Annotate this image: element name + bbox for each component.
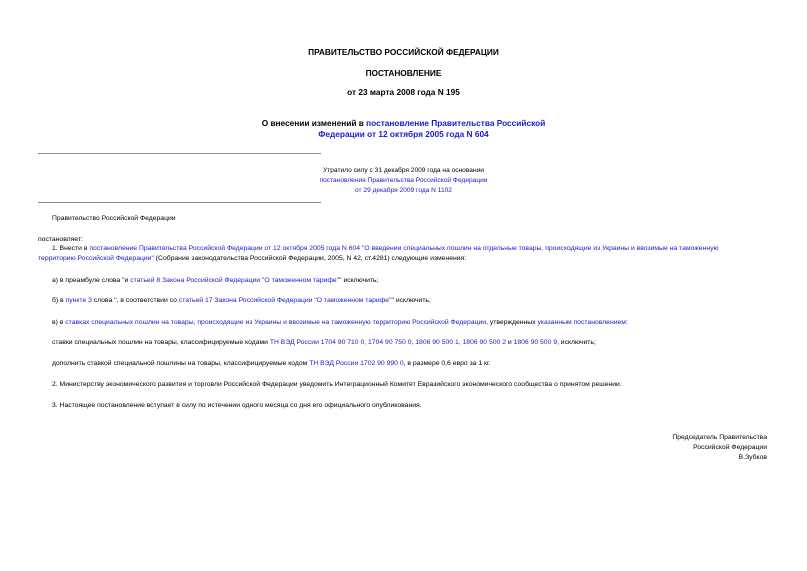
government-heading: ПРАВИТЕЛЬСТВО РОССИЙСКОЙ ФЕДЕРАЦИИ [308,47,499,57]
item-b-text: б) в [52,297,66,304]
item-c [52,318,628,329]
divider-top [38,153,321,154]
item-a-end: " исключить; [339,277,379,284]
item-c-add [52,359,491,370]
doc-type-heading: ПОСТАНОВЛЕНИЕ [365,68,442,78]
item-a-text: а) в преамбуле слова "и [52,277,131,284]
paragraph-2: 2. Министерству экономического развития и торговли Российской Федерации уведомить Интеграционный Комитет Евразийского экономического сообщества о принятом решении. [52,381,622,388]
signature-block [672,433,767,463]
doc-date-number: от 23 марта 2008 года N 195 [347,87,460,97]
status-line: Утратило силу с 31 декабря 2009 года на основании [323,167,484,174]
rates-codes-link[interactable]: ТН ВЭД России 1704 90 710 0, 1704 90 750 0, 1806 90 500 1, 1806 90 500 2 [269,339,506,346]
item-b-mid: слова ", в соответствии со [91,297,179,304]
divider-bottom [38,202,321,203]
add-end: , в размере 0,6 евро за 1 кг. [403,360,491,367]
signature-title: Председатель Правительства [672,434,767,441]
government-rf: Правительство Российской Федерации [52,215,176,222]
item-c-link-rates[interactable]: ставках специальных пошлин на товары, происходящие из Украины и ввозимые на таможенную территорию Российской Федерации [65,319,487,326]
item-c-text: в) в [52,319,66,326]
item-b-end: " исключить; [391,297,431,304]
title-prefix: О внесении изменений в [261,118,367,128]
paragraph-3: 3. Настоящее постановление вступает в силу по истечении одного месяца со дня его официального опубликования. [52,402,422,409]
status-link-decree[interactable]: постановления Правительства Российской Федерации [319,177,488,184]
item-c-link-decree[interactable]: указанным постановлением [537,319,626,326]
p1-decree-link[interactable]: постановление Правительства Российской Федерации от 12 октября 2005 года N 604 "О введении специальных пошлин на отдельные товары, происходящие из Украины и ввозимые на таможенную [89,245,719,252]
rates-end: , исключить; [557,339,596,346]
doc-title [0,118,807,140]
p1-number: 1. Внести в [52,245,90,252]
decrees-word: постановляет: [38,236,83,243]
item-a-link[interactable]: статьей 8 Закона Российской Федерации "О таможенном тарифе" [130,277,340,284]
rates-code-link[interactable]: 1806 90 500 9 [513,339,558,346]
item-b-link-article[interactable]: статьей 17 Закона Российской Федерации "О таможенном тарифе" [178,297,392,304]
rates-and: и [505,339,514,346]
item-b [52,296,431,307]
title-link[interactable]: постановление Правительства Российской [366,118,546,128]
rates-text: ставки специальных пошлин на товары, классифицируемые кодами [52,339,270,346]
item-c-mid: , утвержденных [486,319,538,326]
item-c-end: : [625,319,628,326]
item-a [52,276,378,287]
add-text: дополнить ставкой специальной пошлины на товары, классифицируемые кодом [52,360,310,367]
title-link-line2[interactable]: Федерации от 12 октября 2005 года N 604 [318,129,489,139]
status-link-date[interactable]: от 29 декабря 2009 года N 1102 [355,187,452,194]
paragraph-1 [52,244,719,255]
p1-rest: (Собрание законодательства Российской Федерации, 2005, N 42, ст.4281) следующие изменения: [153,255,467,262]
item-c-rates [52,338,596,349]
item-b-link-point[interactable]: пункте 3 [65,297,92,304]
paragraph-1-cont [38,254,466,265]
p1-decree-link-cont[interactable]: территорию Российской Федерации" [38,255,154,262]
signature-name: В.Зубков [738,454,767,461]
add-code-link[interactable]: ТН ВЭД России 1702 90 990 0 [309,360,404,367]
signature-title-2: Российской Федерации [693,444,767,451]
status-note [0,166,807,196]
